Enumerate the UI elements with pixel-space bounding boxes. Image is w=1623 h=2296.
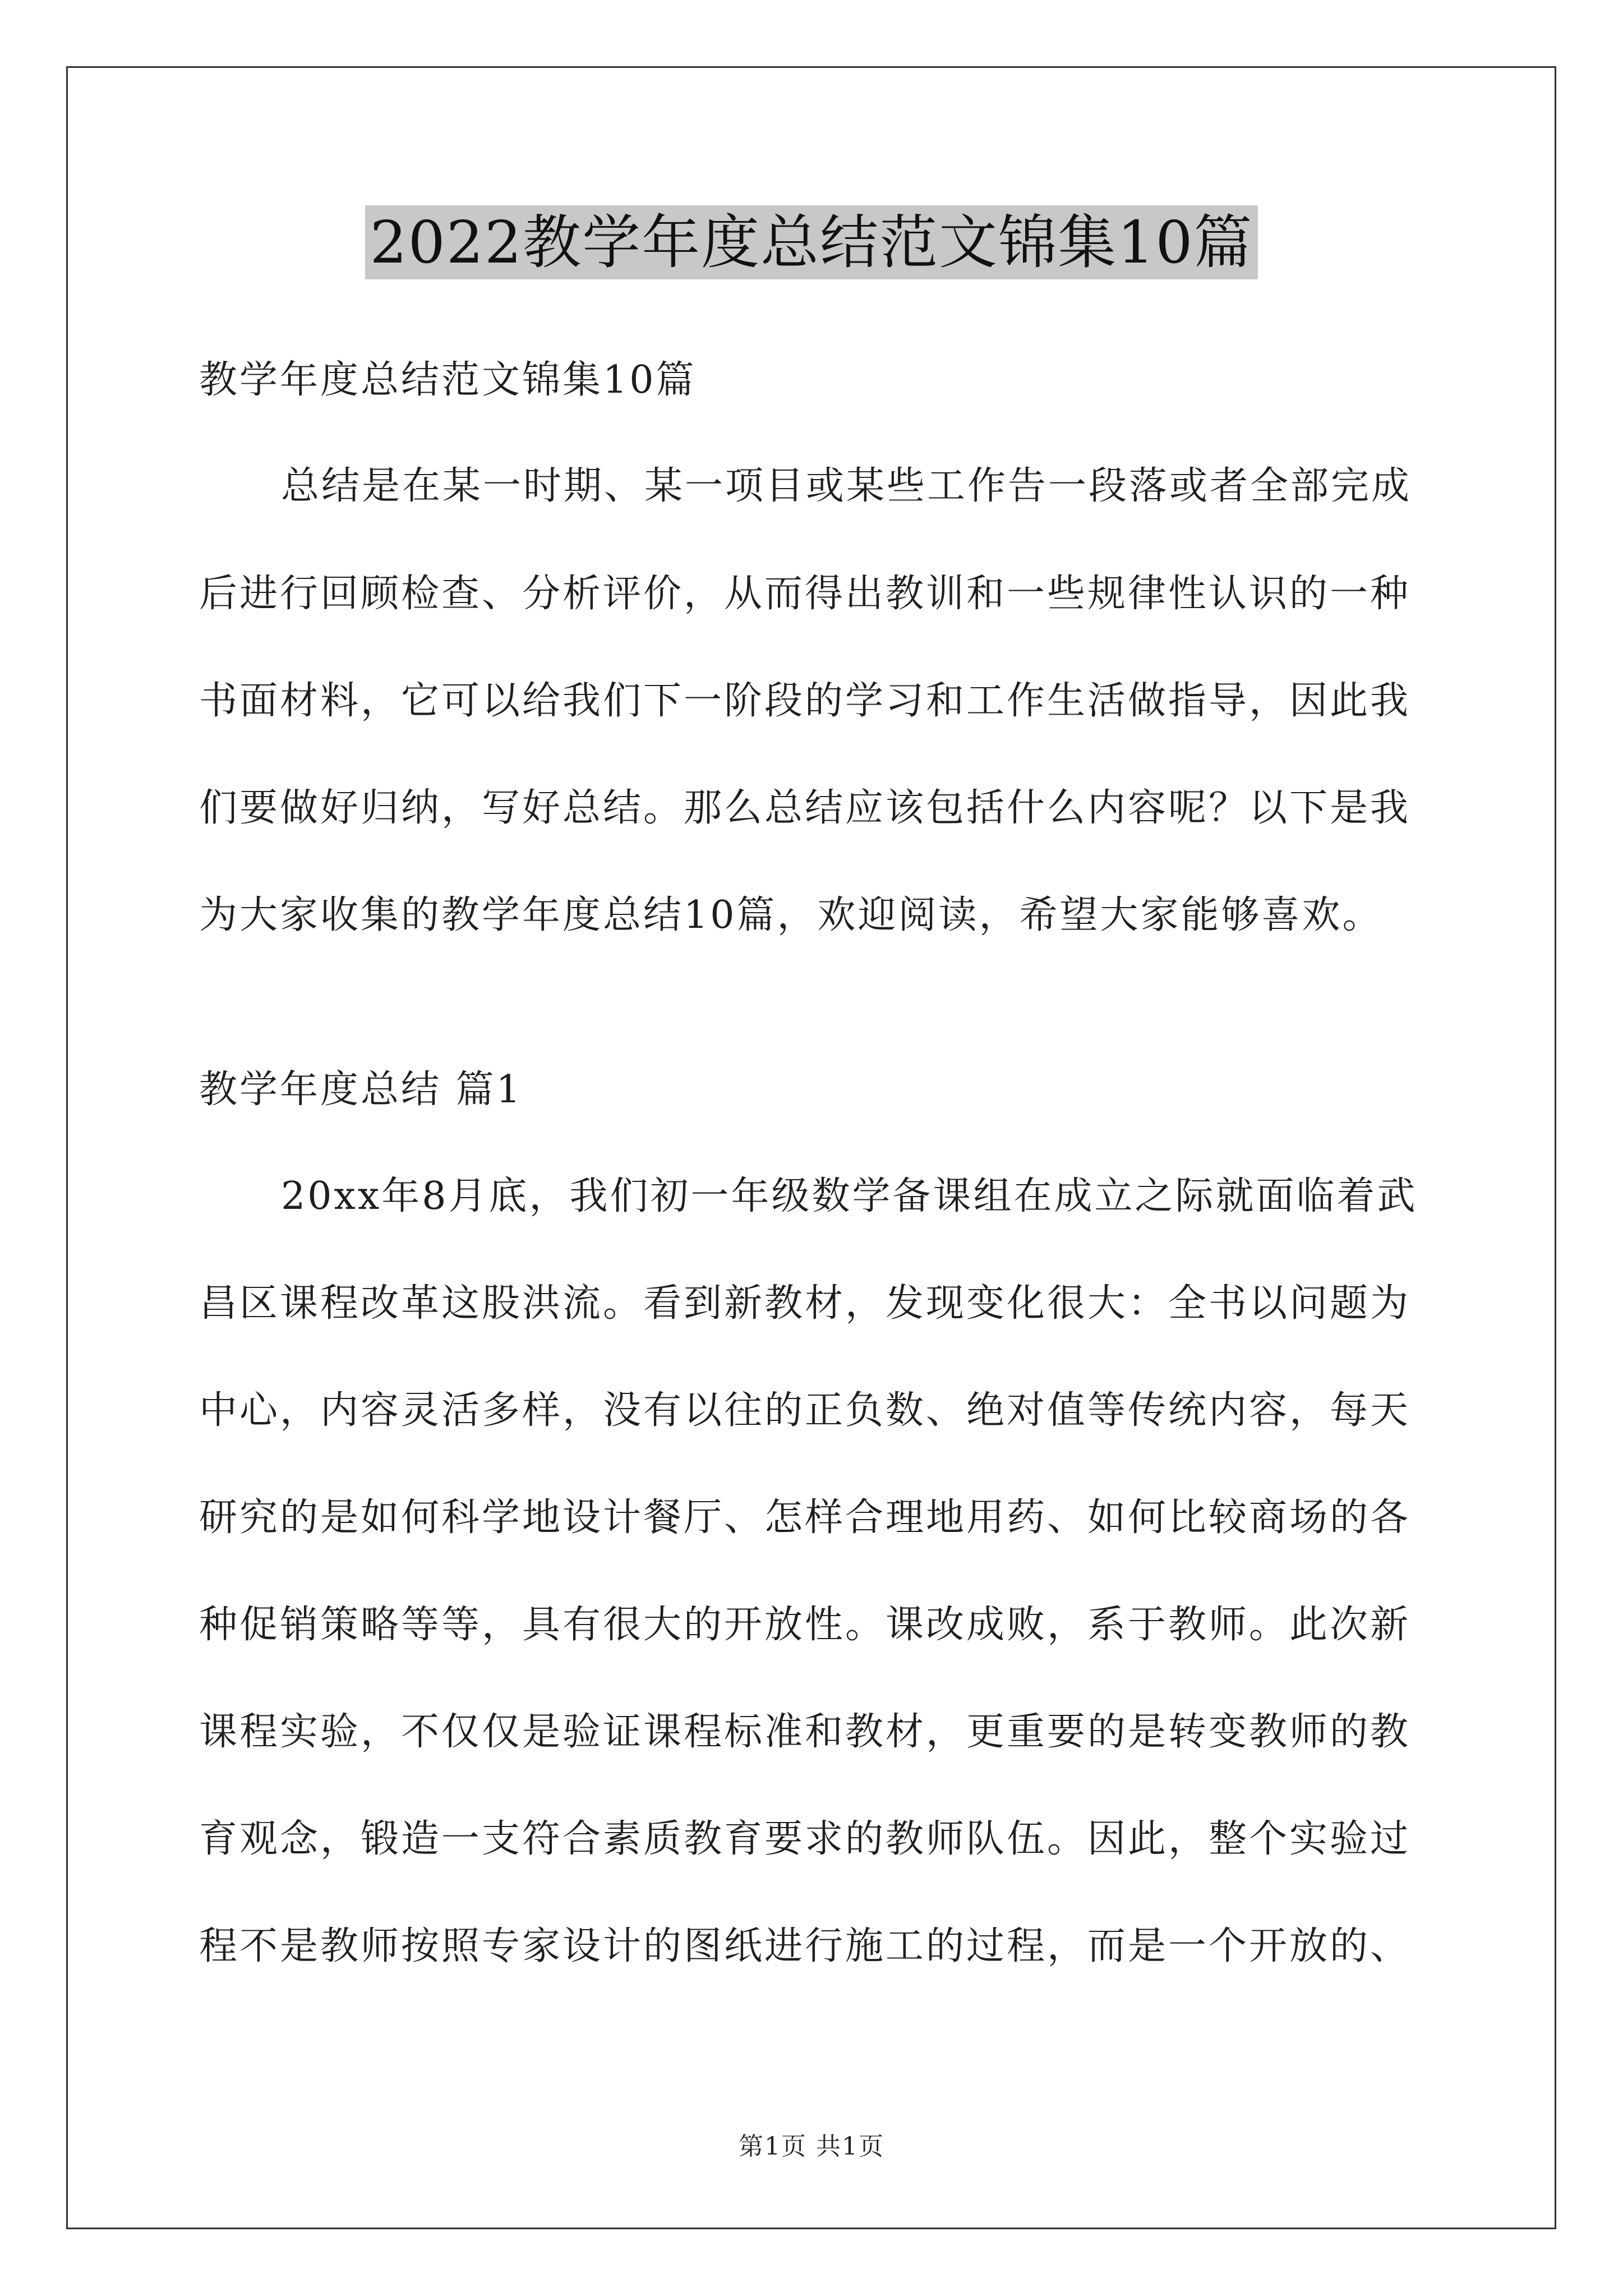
page-footer: [0, 2126, 1623, 2162]
section-heading: 教学年度总结 篇1: [199, 1068, 523, 1112]
subtitle: 教学年度总结范文锦集10篇: [199, 358, 697, 402]
intro-line-1: 总结是在某一时期、某一项目或某些工作告一段落或者全部完成: [281, 464, 1412, 508]
section1-line-5: 种促销策略等等，具有很大的开放性。课改成败，系于教师。此次新: [199, 1603, 1411, 1647]
intro-line-3: 书面材料，它可以给我们下一阶段的学习和工作生活做指导，因此我: [199, 679, 1411, 723]
section1-line-7: 育观念，锻造一支符合素质教育要求的教师队伍。因此，整个实验过: [199, 1817, 1411, 1861]
document-body: [199, 0, 1427, 2296]
intro-line-5: 为大家收集的教学年度总结10篇，欢迎阅读，希望大家能够喜欢。: [199, 893, 1383, 937]
section1-line-8: 程不是教师按照专家设计的图纸进行施工的过程，而是一个开放的、: [199, 1924, 1411, 1968]
document-title: 2022教学年度总结范文锦集10篇: [365, 205, 1257, 279]
section1-line-4: 研究的是如何科学地设计餐厅、怎样合理地用药、如何比较商场的各: [199, 1496, 1411, 1540]
section1-line-3: 中心，内容灵活多样，没有以往的正负数、绝对值等传统内容，每天: [199, 1388, 1411, 1433]
section1-line-2: 昌区课程改革这股洪流。看到新教材，发现变化很大：全书以问题为: [199, 1281, 1411, 1326]
section1-line-1: 20xx年8月底，我们初一年级数学备课组在成立之际就面临着武: [281, 1174, 1418, 1218]
page-number: 第1页 共1页: [739, 2132, 884, 2161]
intro-line-4: 们要做好归纳，写好总结。那么总结应该包括什么内容呢？以下是我: [199, 786, 1411, 830]
section1-line-6: 课程实验，不仅仅是验证课程标准和教材，更重要的是转变教师的教: [199, 1710, 1411, 1754]
intro-line-2: 后进行回顾检查、分析评价，从而得出教训和一些规律性认识的一种: [199, 572, 1411, 616]
